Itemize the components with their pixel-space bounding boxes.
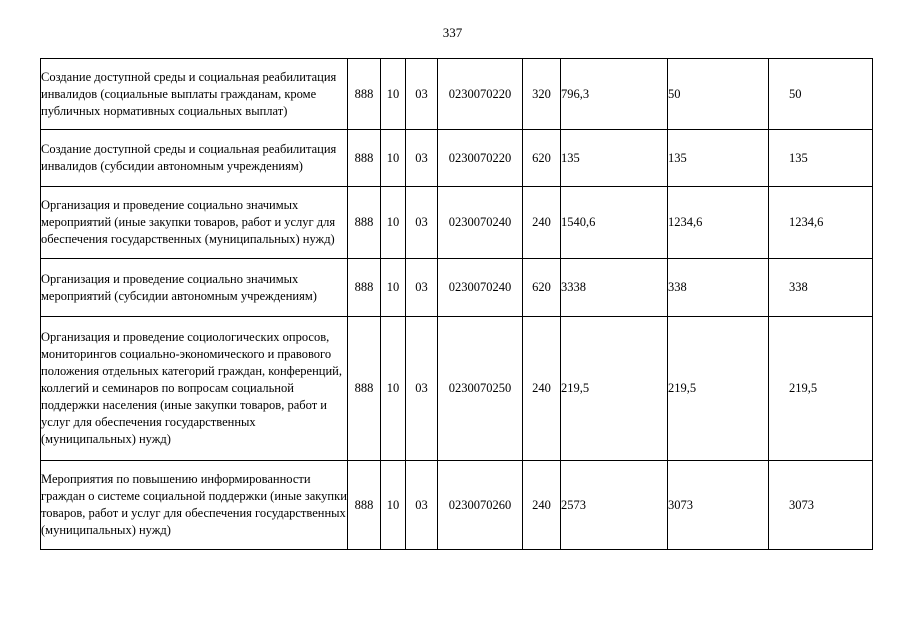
section-code: 10 [381,130,406,187]
expense-type-code: 240 [523,317,561,461]
target-article-code: 0230070220 [438,59,523,130]
row-description: Создание доступной среды и социальная реабилитация инвалидов (субсидии автономным учреждениям) [41,130,348,187]
section-code: 10 [381,187,406,259]
amount-3: 3073 [769,461,873,550]
amount-1: 135 [561,130,668,187]
section-code: 10 [381,317,406,461]
target-article-code: 0230070250 [438,317,523,461]
amount-2: 338 [668,259,769,317]
table-row [41,461,873,550]
amount-2: 3073 [668,461,769,550]
amount-3: 338 [769,259,873,317]
target-article-code: 0230070240 [438,259,523,317]
ministry-code: 888 [348,130,381,187]
budget-table [40,58,873,550]
section-code: 10 [381,59,406,130]
table-row [41,187,873,259]
expense-type-code: 240 [523,187,561,259]
ministry-code: 888 [348,59,381,130]
section-code: 10 [381,259,406,317]
amount-3: 219,5 [769,317,873,461]
expense-type-code: 620 [523,259,561,317]
subsection-code: 03 [406,259,438,317]
subsection-code: 03 [406,59,438,130]
amount-1: 2573 [561,461,668,550]
amount-2: 1234,6 [668,187,769,259]
row-description: Организация и проведение социально значимых мероприятий (иные закупки товаров, работ и услуг для обеспечения государственных (муниципальных) нужд) [41,187,348,259]
row-description: Организация и проведение социально значимых мероприятий (субсидии автономным учреждениям) [41,259,348,317]
target-article-code: 0230070260 [438,461,523,550]
amount-2: 135 [668,130,769,187]
ministry-code: 888 [348,317,381,461]
row-description: Организация и проведение социологических опросов, мониторингов социально-экономического и правового положения отдельных категорий граждан, конференций, коллегий и семинаров по вопросам социальной поддержки населения (иные закупки товаров, работ и услуг для обеспечения государственных (муниципальных) нужд) [41,317,348,461]
amount-1: 796,3 [561,59,668,130]
amount-2: 219,5 [668,317,769,461]
ministry-code: 888 [348,187,381,259]
expense-type-code: 620 [523,130,561,187]
amount-1: 1540,6 [561,187,668,259]
table-row [41,259,873,317]
subsection-code: 03 [406,461,438,550]
subsection-code: 03 [406,130,438,187]
table-row [41,317,873,461]
table-row [41,59,873,130]
amount-3: 1234,6 [769,187,873,259]
amount-3: 50 [769,59,873,130]
amount-1: 3338 [561,259,668,317]
target-article-code: 0230070220 [438,130,523,187]
ministry-code: 888 [348,461,381,550]
page-number: 337 [442,25,463,40]
table-row [41,130,873,187]
expense-type-code: 320 [523,59,561,130]
section-code: 10 [381,461,406,550]
subsection-code: 03 [406,187,438,259]
row-description: Создание доступной среды и социальная реабилитация инвалидов (социальные выплаты гражданам, кроме публичных нормативных социальных выплат) [41,59,348,130]
amount-3: 135 [769,130,873,187]
expense-type-code: 240 [523,461,561,550]
ministry-code: 888 [348,259,381,317]
amount-1: 219,5 [561,317,668,461]
target-article-code: 0230070240 [438,187,523,259]
subsection-code: 03 [406,317,438,461]
amount-2: 50 [668,59,769,130]
row-description: Мероприятия по повышению информированности граждан о системе социальной поддержки (иные закупки товаров, работ и услуг для обеспечения государственных (муниципальных) нужд) [41,461,348,550]
